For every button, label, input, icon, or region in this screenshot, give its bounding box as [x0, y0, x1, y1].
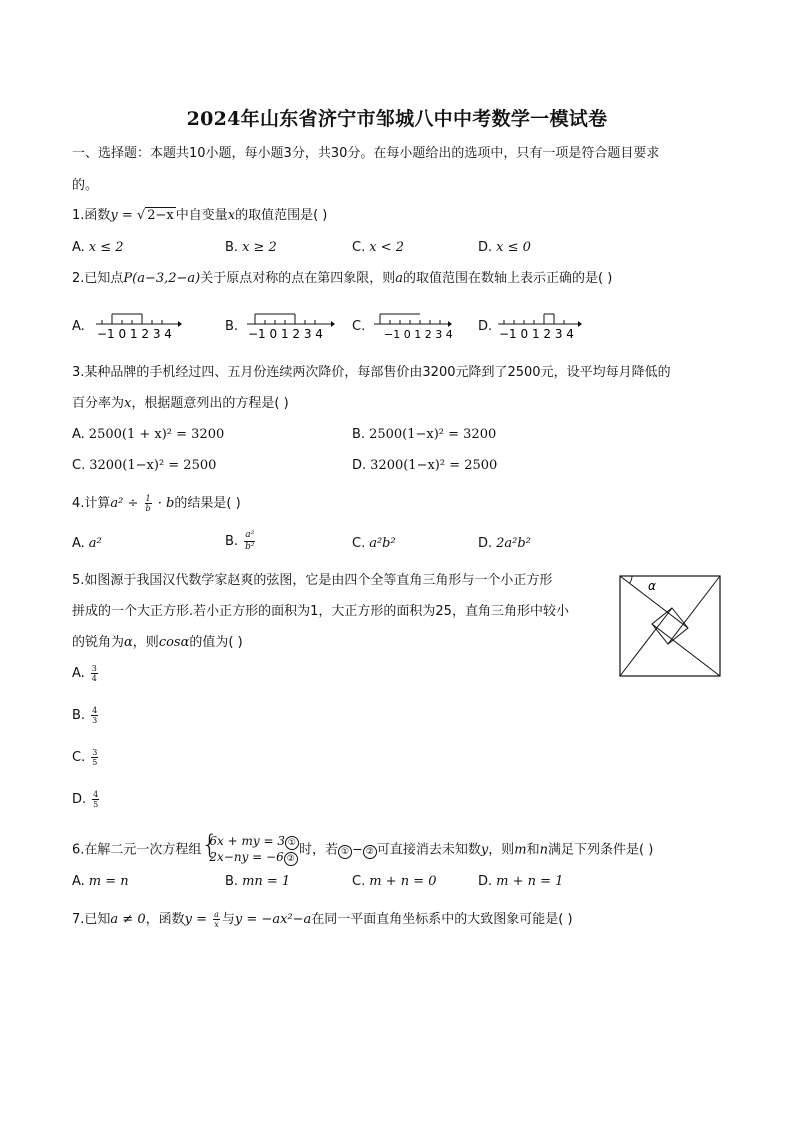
q1-option-c[interactable]: C. x < 2	[352, 240, 404, 255]
q6-option-b[interactable]: B. mn = 1	[225, 874, 291, 889]
question-6: 6.在解二元一次方程组 { 6x + my = 3 ① 2x−ny = −6 ② 时，若 ① − ② 可直接消去未知数y，则m和n满足下列条件是( )	[72, 834, 653, 866]
q1-option-a[interactable]: A. x ≤ 2	[72, 240, 124, 255]
number-line-c	[370, 310, 454, 344]
number-line-a	[92, 310, 182, 344]
svg-text:−1 0 1 2 3 4: −1 0 1 2 3 4	[97, 327, 172, 341]
q4-option-c[interactable]: C. a²b²	[352, 536, 396, 551]
q5-option-d[interactable]: D. $\frac{4}{5}$	[72, 790, 99, 809]
section-instructions-cont: 的。	[72, 178, 99, 193]
svg-text:−1 0 1 2 3 4: −1 0 1 2 3 4	[248, 327, 323, 341]
question-2: 2.已知点P(a−3,2−a)关于原点对称的点在第四象限，则a的取值范围在数轴上表示正确的是( )	[72, 271, 613, 286]
q2-option-c[interactable]: C.	[352, 319, 366, 334]
section-instructions: 一、选择题：本题共10小题，每小题3分，共30分。在每小题给出的选项中，只有一项是符合题目要求	[72, 146, 660, 161]
question-5-cont: 拼成的一个大正方形.若小正方形的面积为1，大正方形的面积为25，直角三角形中较小	[72, 604, 569, 619]
svg-text:−1 0 1 2 3 4: −1 0 1 2 3 4	[499, 327, 574, 341]
number-line-d	[494, 310, 584, 344]
question-3: 3.某种品牌的手机经过四、五月份连续两次降价，每部售价由3200元降到了2500元，设平均每月降低的	[72, 365, 671, 380]
alpha-label: α	[648, 579, 656, 593]
q1-option-b[interactable]: B. x ≥ 2	[225, 240, 277, 255]
question-5-cont2: 的锐角为α，则cosα的值为( )	[72, 635, 243, 650]
zhao-shuang-figure	[618, 574, 722, 678]
page-title: 2024年山东省济宁市邹城八中中考数学一模试卷	[186, 108, 608, 130]
question-3-cont: 百分率为x，根据题意列出的方程是( )	[72, 396, 289, 411]
q3-option-d[interactable]: D. 3200(1−x)² = 2500	[352, 458, 498, 473]
q5-option-b[interactable]: B. $\frac{4}{3}$	[72, 706, 98, 725]
q4-option-b[interactable]: B. $\frac{\text{a²}}{\text{b²}}$	[225, 530, 255, 552]
q1-var-y: y	[110, 208, 118, 223]
q6-option-c[interactable]: C. m + n = 0	[352, 874, 437, 889]
q1-radicand: 2−x	[147, 208, 174, 223]
question-7: 7.已知a ≠ 0，函数y = $\frac{a}{x}$ 与y = −ax²−a在同一平面直角坐标系中的大致图象可能是( )	[72, 910, 573, 929]
q1-suffix: 的取值范围是( )	[235, 208, 328, 223]
question-5: 5.如图源于我国汉代数学家赵爽的弦图，它是由四个全等直角三角形与一个小正方形	[72, 573, 553, 588]
question-1: 1.函数y = √ 2−x 中自变量x的取值范围是( )	[72, 208, 328, 223]
q1-option-d[interactable]: D. x ≤ 0	[478, 240, 531, 255]
svg-text:−1 0 1 2 3 4: −1 0 1 2 3 4	[384, 328, 453, 341]
q5-option-a[interactable]: A. $\frac{3}{4}$	[72, 664, 97, 683]
number-line-b	[243, 310, 335, 344]
q2-option-a[interactable]: A.	[72, 319, 85, 334]
q1-mid-text: 中自变量	[175, 208, 228, 223]
q2-option-d[interactable]: D.	[478, 319, 493, 334]
q6-option-d[interactable]: D. m + n = 1	[478, 874, 564, 889]
q6-option-a[interactable]: A. m = n	[72, 874, 129, 889]
q1-var-x: x	[227, 208, 236, 223]
q2-option-b[interactable]: B.	[225, 319, 239, 334]
q3-option-a[interactable]: A. 2500(1 + x)² = 3200	[72, 427, 225, 442]
q1-equals: =	[117, 208, 137, 223]
q4-option-a[interactable]: A. a²	[72, 536, 102, 551]
q3-option-b[interactable]: B. 2500(1−x)² = 3200	[352, 427, 497, 442]
equation-system: { 6x + my = 3 ① 2x−ny = −6 ②	[201, 834, 299, 866]
q5-option-c[interactable]: C. $\frac{3}{5}$	[72, 748, 98, 767]
q3-option-c[interactable]: C. 3200(1−x)² = 2500	[72, 458, 217, 473]
q1-prefix: 1.函数	[72, 208, 111, 223]
q4-option-d[interactable]: D. 2a²b²	[478, 536, 531, 551]
q2-point: P(a−3,2−a)	[123, 271, 201, 286]
question-4: 4.计算a² ÷ $\frac{1}{b}$ · b的结果是( )	[72, 494, 241, 513]
